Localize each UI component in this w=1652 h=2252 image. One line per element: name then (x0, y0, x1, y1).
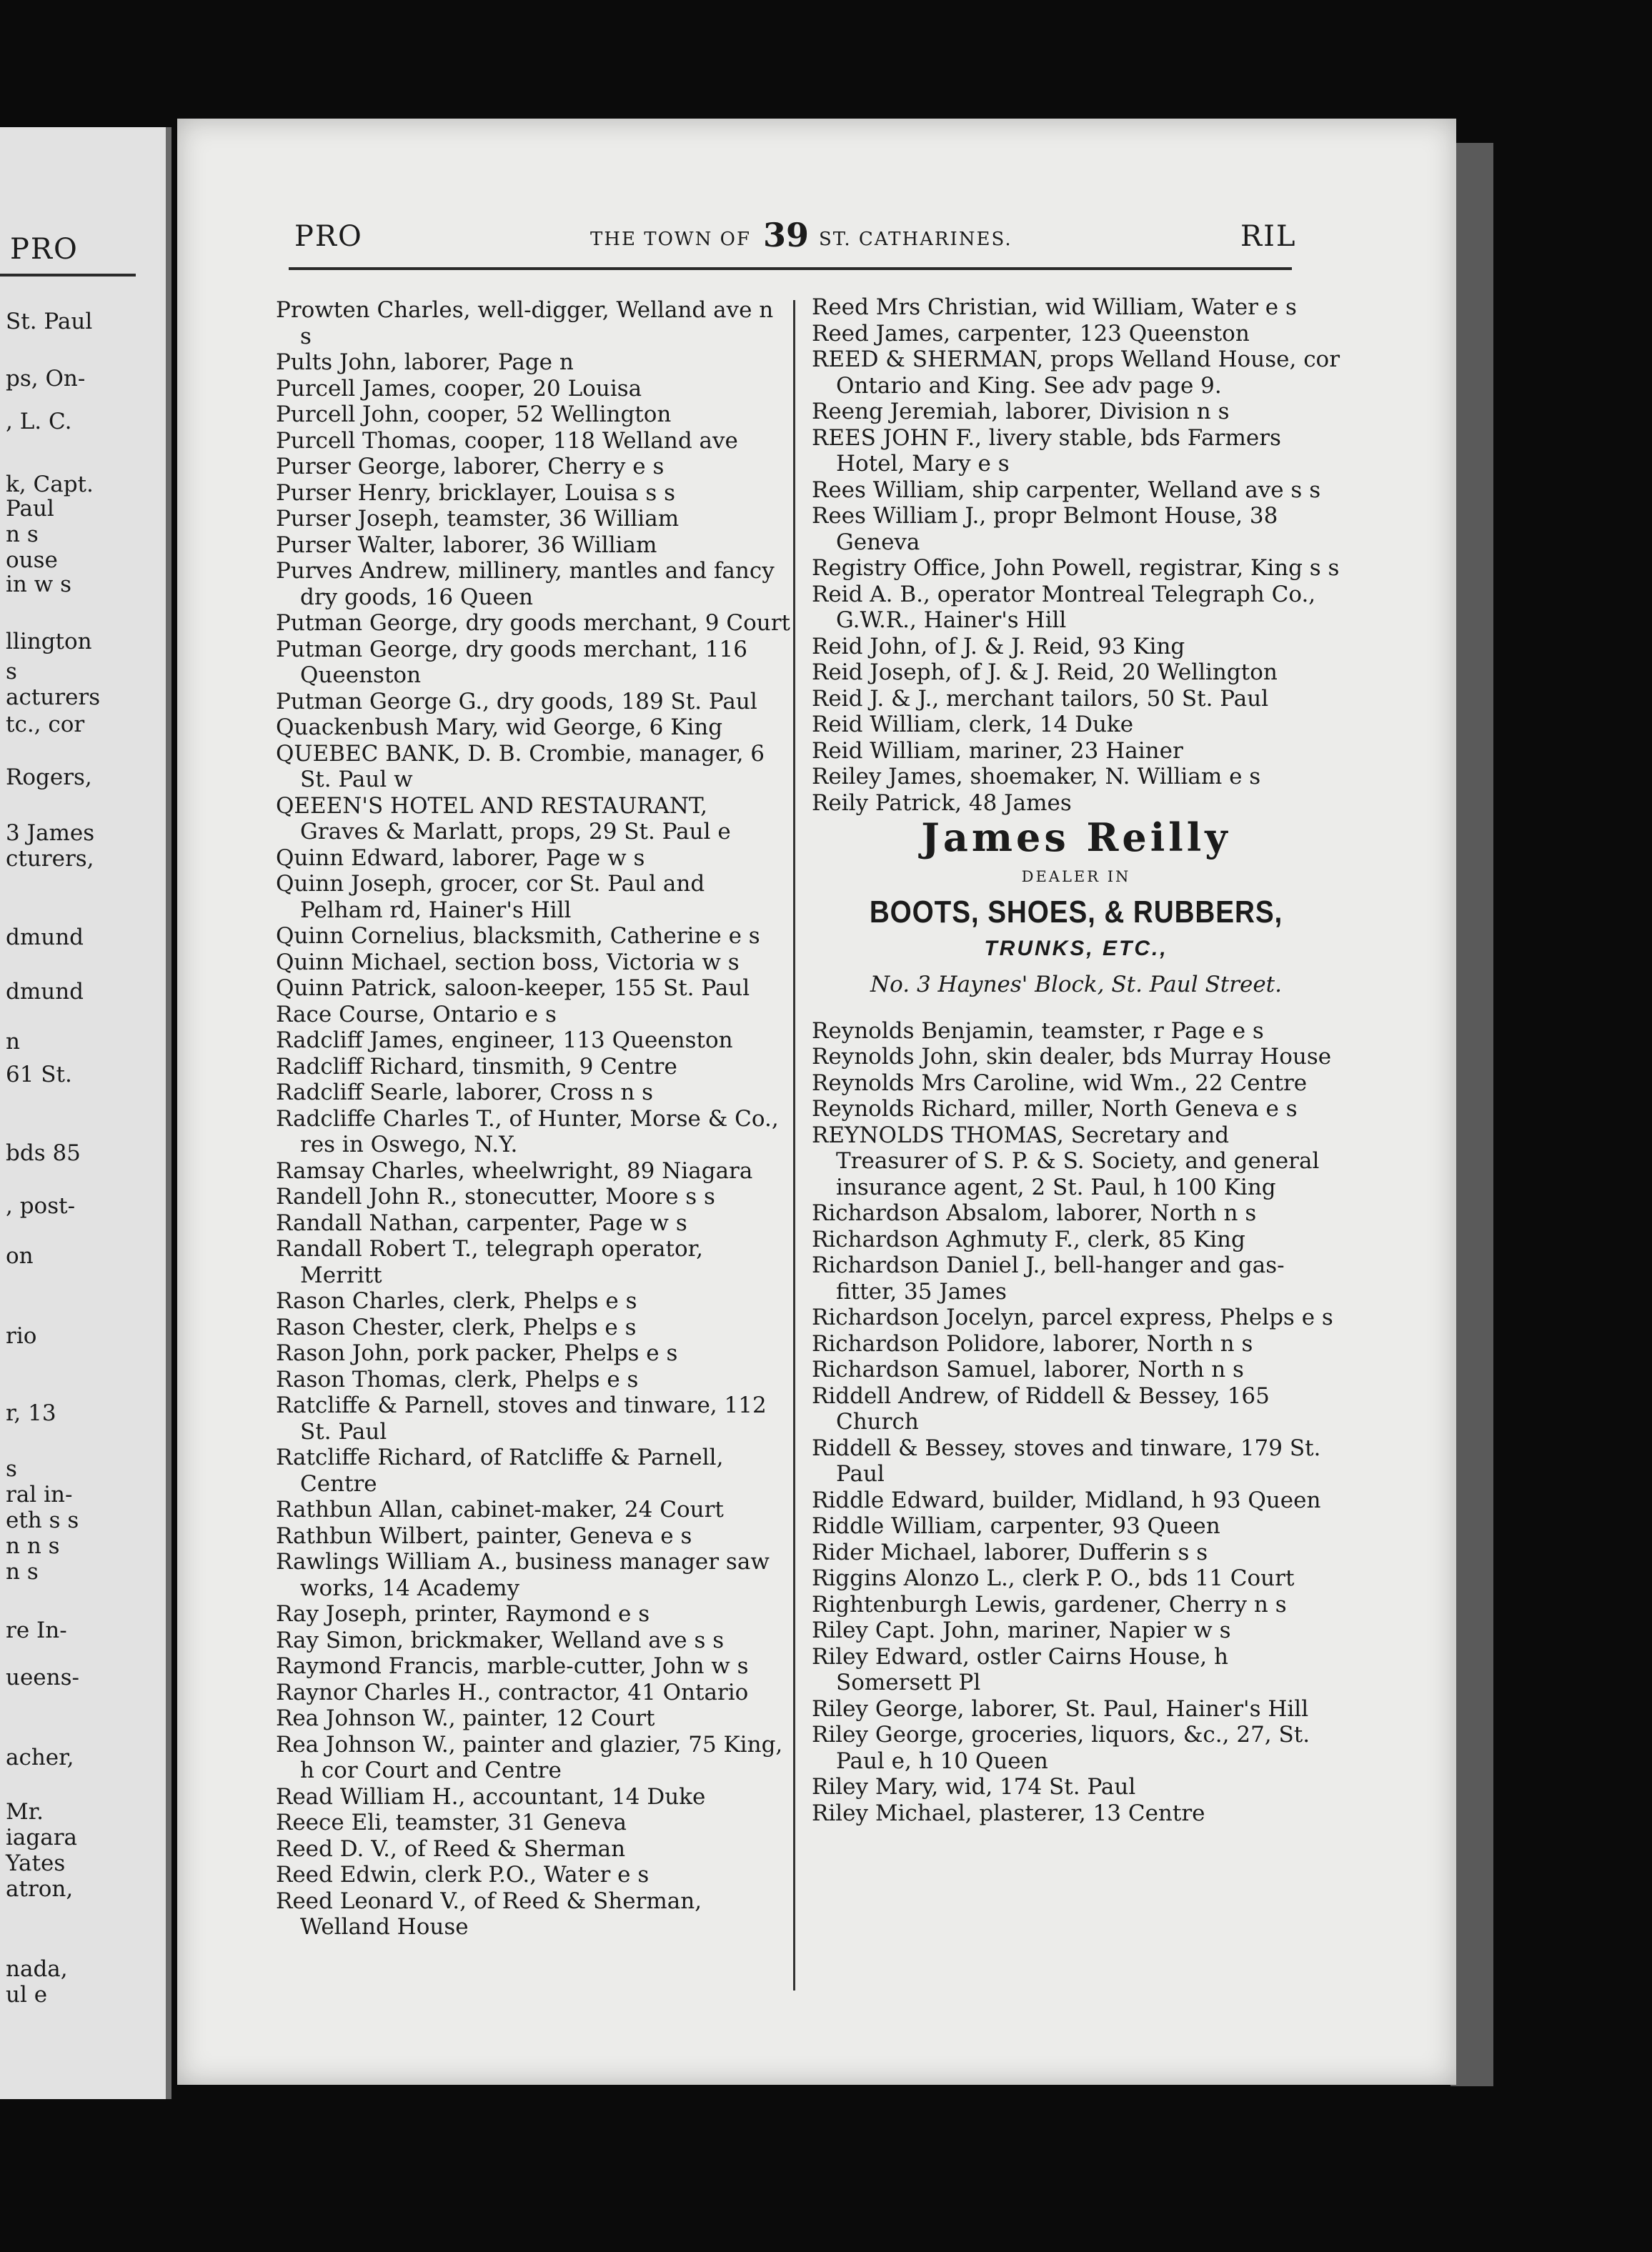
directory-entry: Rea Johnson W., painter, 12 Court (276, 1705, 655, 1731)
directory-entry: Richardson Absalom, laborer, North n s (812, 1200, 1257, 1226)
reilly-advertisement (812, 814, 1340, 998)
directory-entry: Randall Robert T., telegraph operator, Merritt (276, 1236, 703, 1288)
previous-page-fragment-line: Mr. (6, 1799, 44, 1825)
running-head-title-right: ST. CATHARINES. (819, 229, 1012, 250)
directory-entry: Pults John, laborer, Page n (276, 349, 574, 375)
directory-entry: Rason Charles, clerk, Phelps e s (276, 1288, 637, 1314)
directory-entry: Quinn Michael, section boss, Victoria w s (276, 949, 740, 975)
directory-entry: Reiley James, shoemaker, N. William e s (812, 764, 1261, 789)
directory-entry: Reid John, of J. & J. Reid, 93 King (812, 633, 1185, 659)
directory-entry: Riddle Edward, builder, Midland, h 93 Queen (812, 1487, 1321, 1513)
directory-entry: Raymond Francis, marble-cutter, John w s (276, 1653, 749, 1679)
directory-entry: Radcliff Richard, tinsmith, 9 Centre (276, 1053, 677, 1080)
page-number: 39 (763, 216, 810, 254)
previous-page-rule (0, 274, 136, 276)
running-head-right: RIL (1240, 220, 1297, 253)
directory-entry: REYNOLDS THOMAS, Secretary and Treasurer of S. P. & S. Society, and general insurance agent, 2 St. Paul, h 100 King (812, 1122, 1320, 1200)
directory-entry: Reed Mrs Christian, wid William, Water e s (812, 294, 1297, 320)
previous-page-fragment-line: iagara (6, 1825, 78, 1850)
directory-entry: Reeng Jeremiah, laborer, Division n s (812, 399, 1230, 424)
directory-entry: Reynolds Mrs Caroline, wid Wm., 22 Centre (812, 1070, 1308, 1096)
directory-entry: Purcell John, cooper, 52 Wellington (276, 402, 672, 427)
previous-page-fragment-line: r, 13 (6, 1400, 56, 1426)
directory-entry: Richardson Daniel J., bell-hanger and gas-fitter, 35 James (812, 1252, 1285, 1305)
directory-entry: Reynolds John, skin dealer, bds Murray House (812, 1044, 1332, 1070)
directory-entry: QEEEN'S HOTEL AND RESTAURANT, Graves & Marlatt, props, 29 St. Paul e (276, 792, 731, 844)
previous-page-fragment-line: Paul (6, 496, 54, 522)
previous-page-fragment-line: ouse (6, 547, 58, 573)
previous-page-fragment (0, 127, 171, 2099)
previous-page-fragment-line: dmund (6, 925, 84, 950)
directory-entry: Raynor Charles H., contractor, 41 Ontario (276, 1679, 749, 1705)
previous-page-fragment-line: , post- (6, 1193, 76, 1219)
ad-name: James Reilly (921, 814, 1231, 860)
ad-dealer-line: DEALER IN (1021, 867, 1131, 885)
directory-entry: Riley Edward, ostler Cairns House, h Somersett Pl (812, 1643, 1228, 1695)
directory-entry: Registry Office, John Powell, registrar, King s s (812, 555, 1340, 581)
previous-page-fragment-line: on (6, 1243, 34, 1269)
previous-page-fragment-line: s (6, 659, 17, 684)
directory-entry: Reece Eli, teamster, 31 Geneva (276, 1810, 627, 1835)
previous-page-fragment-line: bds 85 (6, 1140, 81, 1166)
previous-page-fragment-line: n n s (6, 1533, 60, 1559)
directory-entry: Reed James, carpenter, 123 Queenston (812, 320, 1250, 347)
directory-entry: Rawlings William A., business manager saw works, 14 Academy (276, 1549, 770, 1601)
previous-page-fragment-line: n s (6, 1559, 39, 1585)
previous-page-fragment-line: k, Capt. (6, 472, 94, 497)
directory-entry: REES JOHN F., livery stable, bds Farmers Hotel, Mary e s (812, 424, 1281, 477)
directory-entry: Rason John, pork packer, Phelps e s (276, 1340, 678, 1366)
directory-entry: Riley Michael, plasterer, 13 Centre (812, 1800, 1205, 1826)
directory-entry: Radcliff Searle, laborer, Cross n s (276, 1080, 654, 1105)
directory-entry: Quinn Joseph, grocer, cor St. Paul and Pelham rd, Hainer's Hill (276, 871, 705, 923)
previous-page-fragment-line: eth s s (6, 1508, 79, 1533)
directory-entry: Riddle William, carpenter, 93 Queen (812, 1513, 1220, 1539)
directory-entry: Reid William, mariner, 23 Hainer (812, 737, 1183, 764)
running-head-title-left: THE TOWN OF (590, 229, 752, 250)
directory-entry: Purser Joseph, teamster, 36 William (276, 506, 680, 532)
previous-page-fragment-line: atron, (6, 1876, 74, 1902)
directory-entry: Quinn Cornelius, blacksmith, Catherine e s (276, 923, 760, 949)
previous-page-fragment-line: 61 St. (6, 1062, 72, 1087)
directory-entry: Rason Thomas, clerk, Phelps e s (276, 1366, 639, 1392)
directory-entry: Putman George, dry goods merchant, 116 Queenston (276, 636, 747, 688)
previous-page-fragment-line: ueens- (6, 1665, 80, 1690)
directory-entry: Ramsay Charles, wheelwright, 89 Niagara (276, 1157, 753, 1184)
directory-entry: Purcell Thomas, cooper, 118 Welland ave (276, 427, 738, 454)
directory-entry: Reed Edwin, clerk P.O., Water e s (276, 1862, 650, 1888)
directory-entry: Riley George, laborer, St. Paul, Hainer's Hill (812, 1695, 1309, 1722)
right-column (812, 294, 1340, 1826)
directory-entry: Ray Joseph, printer, Raymond e s (276, 1601, 650, 1627)
directory-entry: Riley Mary, wid, 174 St. Paul (812, 1774, 1136, 1800)
previous-page-fragment-line: n s (6, 522, 39, 547)
previous-page-fragment-line: Rogers, (6, 764, 92, 790)
previous-page-fragment-line: cturers, (6, 846, 94, 872)
previous-page-fragment-line: ps, On- (6, 366, 86, 392)
directory-entry: Reily Patrick, 48 James (812, 789, 1072, 816)
directory-entry: Putman George G., dry goods, 189 St. Paul (276, 688, 757, 714)
directory-entry: Prowten Charles, well-digger, Welland ave n s (276, 297, 774, 349)
left-column (276, 297, 790, 1940)
directory-entry: Purser George, laborer, Cherry e s (276, 454, 665, 479)
directory-entry: Reid J. & J., merchant tailors, 50 St. Paul (812, 685, 1269, 712)
directory-entry: Purcell James, cooper, 20 Louisa (276, 375, 642, 402)
directory-entry: Rathbun Allan, cabinet-maker, 24 Court (276, 1497, 724, 1523)
directory-entry: Riddell & Bessey, stoves and tinware, 179 St. Paul (812, 1435, 1321, 1487)
directory-entry: Purves Andrew, millinery, mantles and fancy dry goods, 16 Queen (276, 558, 775, 610)
directory-entry: Rea Johnson W., painter and glazier, 75 King, h cor Court and Centre (276, 1731, 783, 1783)
ad-trunks: TRUNKS, ETC., (984, 936, 1168, 960)
directory-entry: Putman George, dry goods merchant, 9 Court (276, 610, 790, 636)
running-head-left: PRO (294, 220, 363, 253)
directory-entry: Read William H., accountant, 14 Duke (276, 1783, 706, 1810)
previous-page-fragment-line: St. Paul (6, 309, 93, 334)
previous-page-fragment-line: , L. C. (6, 409, 72, 434)
previous-page-fragment-line: tc., cor (6, 712, 85, 737)
directory-entry: Richardson Jocelyn, parcel express, Phelps e s (812, 1305, 1333, 1330)
directory-entry: Race Course, Ontario e s (276, 1001, 557, 1027)
previous-page-fragment-line: n (6, 1029, 20, 1055)
directory-entry: Riley Capt. John, mariner, Napier w s (812, 1618, 1231, 1643)
previous-page-fragment-line: dmund (6, 979, 84, 1005)
directory-entry: Rees William, ship carpenter, Welland ave s s (812, 477, 1321, 503)
directory-entry: Rees William J., propr Belmont House, 38 Geneva (812, 503, 1278, 555)
ad-goods: BOOTS, SHOES, & RUBBERS, (869, 895, 1283, 930)
previous-page-fragment-line: rio (6, 1323, 37, 1349)
previous-page-fragment-line: ul e (6, 1982, 48, 2008)
previous-page-fragment-line: Yates (6, 1850, 66, 1876)
previous-page-fragment-line: s (6, 1456, 17, 1482)
previous-page-fragment-line: in w s (6, 572, 72, 597)
directory-entry: Quinn Edward, laborer, Page w s (276, 844, 645, 871)
ad-address: No. 3 Haynes' Block, St. Paul Street. (870, 972, 1282, 997)
previous-page-fragment-line: ral in- (6, 1482, 73, 1508)
directory-entry: Rider Michael, laborer, Dufferin s s (812, 1539, 1208, 1565)
directory-entry: Randell John R., stonecutter, Moore s s (276, 1184, 715, 1210)
directory-entry: REED & SHERMAN, props Welland House, cor Ontario and King. See adv page 9. (812, 347, 1340, 399)
directory-entry: Riddell Andrew, of Riddell & Bessey, 165 Church (812, 1382, 1270, 1435)
directory-entry: Ratcliffe Richard, of Ratcliffe & Parnell, Centre (276, 1445, 724, 1497)
directory-entry: Reid A. B., operator Montreal Telegraph Co., G.W.R., Hainer's Hill (812, 581, 1316, 633)
directory-entry: QUEBEC BANK, D. B. Crombie, manager, 6 St. Paul w (276, 740, 765, 792)
previous-page-fragment-line: acturers (6, 684, 101, 710)
column-divider (793, 300, 795, 1991)
directory-entry: Ray Simon, brickmaker, Welland ave s s (276, 1627, 725, 1653)
directory-entry: Quinn Patrick, saloon-keeper, 155 St. Paul (276, 975, 750, 1001)
directory-entry: Reid Joseph, of J. & J. Reid, 20 Wellington (812, 659, 1278, 685)
directory-entry: Richardson Polidore, laborer, North n s (812, 1330, 1253, 1357)
directory-entry: Purser Henry, bricklayer, Louisa s s (276, 479, 675, 506)
directory-entry: Rightenburgh Lewis, gardener, Cherry n s (812, 1591, 1287, 1618)
directory-entry: Purser Walter, laborer, 36 William (276, 532, 657, 558)
previous-page-fragment-line: re In- (6, 1618, 67, 1643)
directory-entry: Radcliff James, engineer, 113 Queenston (276, 1027, 733, 1053)
previous-page-fragment-line: nada, (6, 1956, 68, 1982)
directory-entry: Riggins Alonzo L., clerk P. O., bds 11 Court (812, 1565, 1295, 1591)
directory-entry: Ratcliffe & Parnell, stoves and tinware, 112 St. Paul (276, 1392, 767, 1445)
page-edge (1451, 143, 1493, 2086)
directory-entry: Richardson Samuel, laborer, North n s (812, 1357, 1244, 1382)
directory-entry: Reed D. V., of Reed & Sherman (276, 1835, 626, 1862)
directory-entry: Reid William, clerk, 14 Duke (812, 712, 1134, 737)
directory-entry: Randall Nathan, carpenter, Page w s (276, 1210, 687, 1236)
previous-page-fragment-line: 3 James (6, 820, 95, 846)
directory-entry: Reed Leonard V., of Reed & Sherman, Welland House (276, 1888, 702, 1940)
directory-entry: Rathbun Wilbert, painter, Geneva e s (276, 1523, 692, 1549)
directory-entry: Riley George, groceries, liquors, &c., 27, St. Paul e, h 10 Queen (812, 1722, 1310, 1774)
directory-entry: Quackenbush Mary, wid George, 6 King (276, 714, 723, 740)
header-rule (289, 267, 1292, 270)
previous-page-fragment-line: llington (6, 629, 92, 654)
directory-entry: Rason Chester, clerk, Phelps e s (276, 1314, 637, 1340)
right-column-entries-top (812, 294, 1340, 816)
directory-entry: Reynolds Richard, miller, North Geneva e s (812, 1096, 1298, 1122)
directory-entry: Richardson Aghmuty F., clerk, 85 King (812, 1226, 1245, 1252)
previous-page-fragment-line: acher, (6, 1745, 74, 1770)
directory-entry: Reynolds Benjamin, teamster, r Page e s (812, 1017, 1264, 1044)
right-column-entries-bottom (812, 1018, 1340, 1827)
previous-page-header: PRO (10, 233, 79, 266)
directory-entry: Radcliffe Charles T., of Hunter, Morse & Co., res in Oswego, N.Y. (276, 1105, 779, 1157)
